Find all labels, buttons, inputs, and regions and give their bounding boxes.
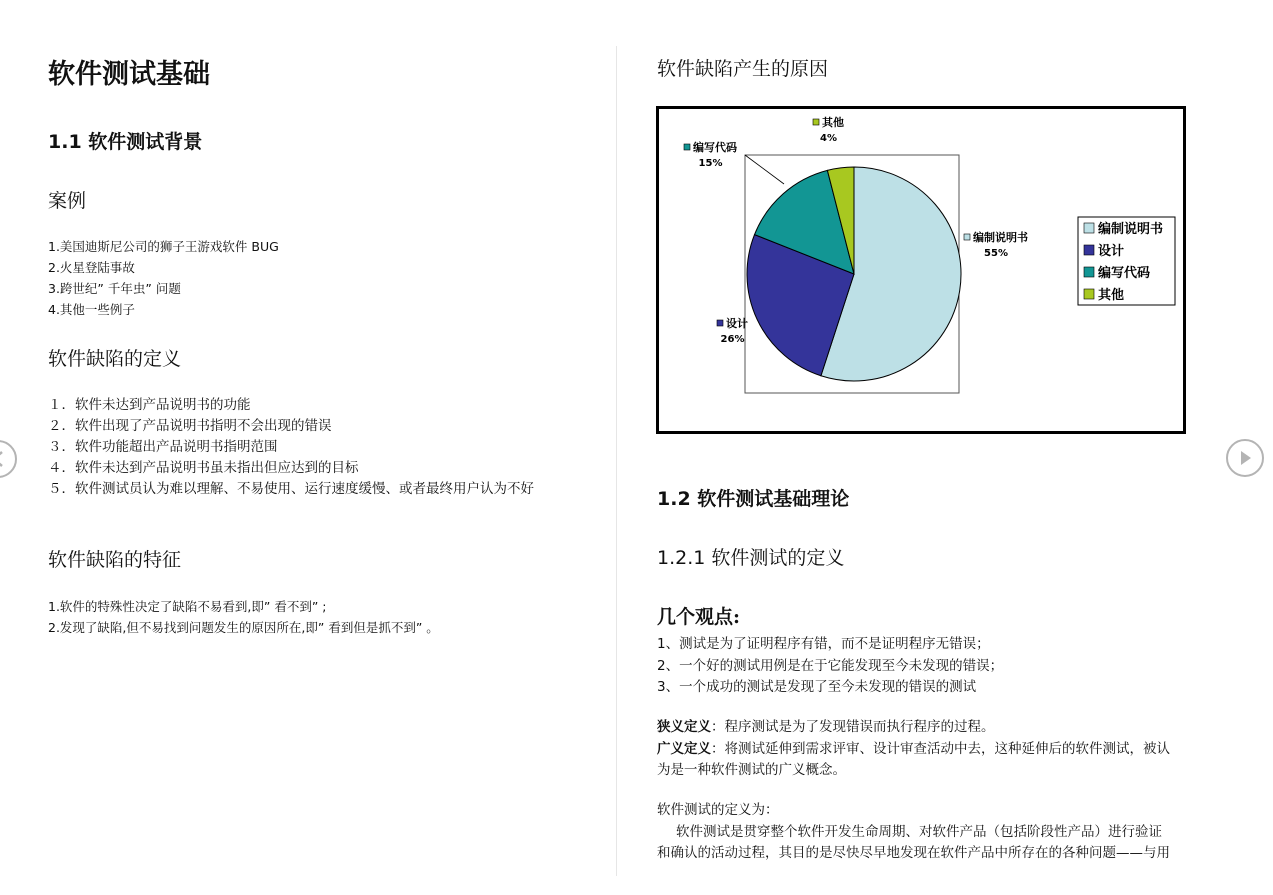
slice-label [964, 230, 1028, 259]
slice-category-label: 编写代码 [693, 141, 737, 154]
defect-cause-chart [656, 106, 1186, 434]
legend-swatch [1084, 245, 1094, 255]
section-heading-1-2: 1.2 软件测试基础理论 [657, 488, 850, 510]
test-definition-line: 和确认的活动过程，其目的是尽快尽早地发现在软件产品中所存在的各种问题——与用 [657, 845, 1170, 861]
defect-feature-list [48, 596, 439, 638]
legend-label: 编写代码 [1098, 266, 1151, 281]
label-swatch [964, 234, 970, 240]
slice-label [717, 316, 748, 345]
broad-definition-text: ：将测试延伸到需求评审、设计审查活动中去，这种延伸后的软件测试，被认 [711, 740, 1170, 757]
list-item: 1.软件的特殊性决定了缺陷不易看到,即” 看不到” ; [48, 599, 327, 614]
broad-definition-label: 广义定义 [657, 740, 711, 757]
list-item: １．软件未达到产品说明书的功能 [48, 397, 251, 413]
list-item: 1.美国迪斯尼公司的狮子王游戏软件 BUG [48, 239, 279, 254]
prev-page-button[interactable] [0, 440, 17, 478]
list-item: 2、一个好的测试用例是在于它能发现至今未发现的错误； [657, 657, 1004, 674]
list-item: 4.其他一些例子 [48, 302, 135, 317]
defect-definition-heading: 软件缺陷的定义 [48, 348, 182, 370]
list-item: 1、测试是为了证明程序有错，而不是证明程序无错误； [657, 636, 990, 652]
slice-category-label: 其他 [822, 116, 844, 129]
section-heading-1-1: 1.1 软件测试背景 [48, 131, 203, 153]
list-item: ２．软件出现了产品说明书指明不会出现的错误 [48, 418, 332, 434]
test-definition-intro: 软件测试的定义为： [657, 802, 779, 818]
legend-swatch [1084, 223, 1094, 233]
list-item: 3.跨世纪” 千年虫” 问题 [48, 281, 181, 296]
pie-chart-svg [659, 109, 1183, 431]
chart-heading: 软件缺陷产生的原因 [657, 58, 829, 80]
section-heading-1-2-1: 1.2.1 软件测试的定义 [657, 547, 845, 569]
list-item: ５．软件测试员认为难以理解、不易使用、运行速度缓慢、或者最终用户认为不好 [48, 481, 534, 497]
legend-swatch [1084, 267, 1094, 277]
narrow-definition-label: 狭义定义 [657, 719, 711, 735]
list-item: 3、一个成功的测试是发现了至今未发现的错误的测试 [657, 679, 977, 695]
slice-value-label: 4% [820, 133, 837, 144]
list-item: ３．软件功能超出产品说明书指明范围 [48, 439, 278, 455]
cases-list [48, 236, 279, 320]
definitions-block [657, 717, 1170, 782]
test-definition-line: 软件测试是贯穿整个软件开发生命周期、对软件产品（包括阶段性产品）进行验证 [676, 823, 1162, 840]
next-page-button[interactable] [1226, 439, 1264, 477]
slice-label [684, 140, 737, 169]
label-swatch [717, 320, 723, 326]
slice-value-label: 15% [698, 158, 723, 169]
defect-definition-list [48, 395, 534, 500]
legend-label: 其他 [1098, 288, 1125, 303]
legend-label: 编制说明书 [1098, 222, 1164, 237]
test-definition-block [657, 800, 1170, 865]
slice-category-label: 编制说明书 [973, 231, 1028, 244]
slice-category-label: 设计 [726, 317, 748, 330]
slice-value-label: 55% [984, 248, 1008, 259]
page-title: 软件测试基础 [48, 59, 210, 90]
narrow-definition-text: ：程序测试是为了发现错误而执行程序的过程。 [711, 719, 995, 735]
views-list [657, 634, 1003, 699]
defect-feature-heading: 软件缺陷的特征 [48, 549, 182, 571]
list-item: 2.火星登陆事故 [48, 260, 135, 275]
list-item: 2.发现了缺陷,但不易找到问题发生的原因所在,即” 看到但是抓不到” 。 [48, 620, 439, 635]
slice-value-label: 26% [720, 334, 745, 345]
legend-label: 设计 [1098, 244, 1125, 259]
broad-definition-text-cont: 为是一种软件测试的广义概念。 [657, 762, 846, 778]
slice-label [813, 115, 844, 144]
legend-swatch [1084, 289, 1094, 299]
cases-heading: 案例 [48, 190, 87, 212]
list-item: ４．软件未达到产品说明书虽未指出但应达到的目标 [48, 460, 359, 476]
chevron-left-icon [0, 442, 15, 476]
play-arrow-icon [1228, 441, 1262, 475]
label-swatch [684, 144, 690, 150]
label-swatch [813, 119, 819, 125]
views-heading: 几个观点: [657, 606, 741, 628]
left-page [0, 0, 616, 895]
